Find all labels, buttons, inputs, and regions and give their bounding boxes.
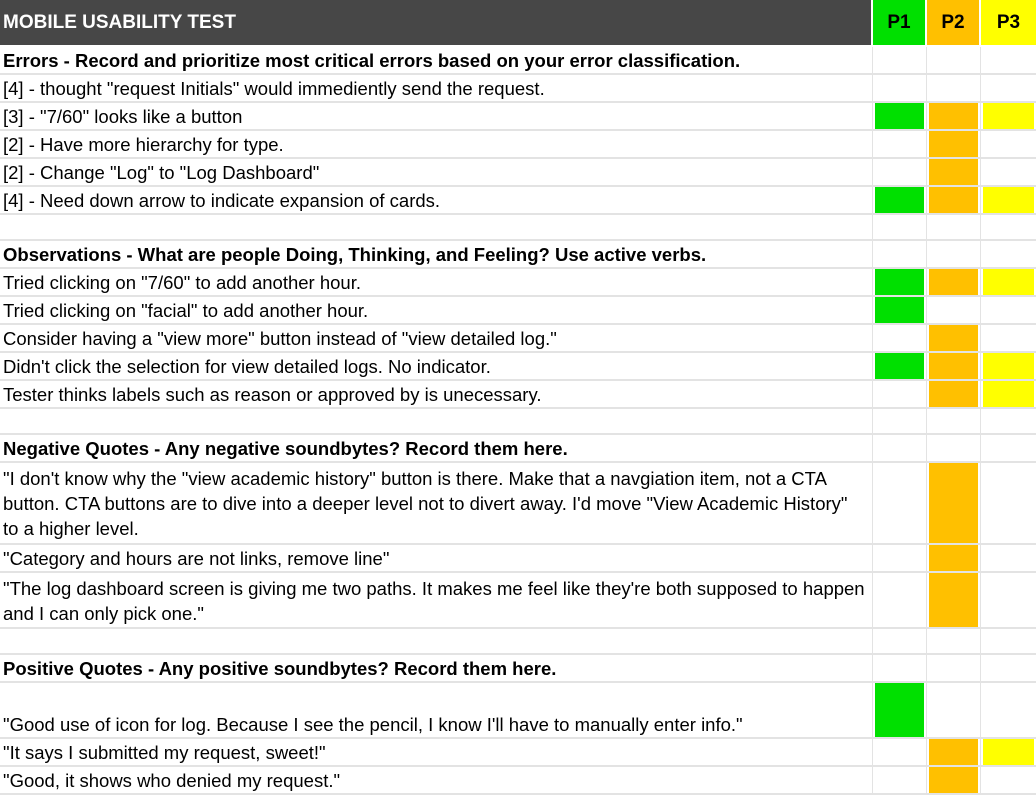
p2-cell[interactable] bbox=[926, 434, 980, 462]
section-heading[interactable]: Errors - Record and prioritize most critical errors based on your error classification. bbox=[0, 46, 872, 74]
p1-cell[interactable] bbox=[872, 462, 926, 544]
p2-cell[interactable] bbox=[926, 766, 980, 794]
section-row bbox=[0, 46, 1036, 74]
p3-cell[interactable] bbox=[980, 102, 1036, 130]
blank-row bbox=[0, 214, 1036, 240]
table-row bbox=[0, 462, 1036, 544]
p1-green-swatch bbox=[875, 187, 924, 213]
blank-row bbox=[0, 408, 1036, 434]
p1-cell[interactable] bbox=[872, 158, 926, 186]
p1-cell[interactable] bbox=[872, 74, 926, 102]
p2-cell[interactable] bbox=[926, 130, 980, 158]
p1-cell[interactable] bbox=[872, 544, 926, 572]
p3-cell[interactable] bbox=[980, 682, 1036, 738]
p2-cell[interactable] bbox=[926, 462, 980, 544]
row-text-cell[interactable]: Didn't click the selection for view detailed logs. No indicator. bbox=[0, 352, 872, 380]
p1-cell[interactable] bbox=[872, 628, 926, 654]
row-text-cell[interactable]: "Category and hours are not links, remove line" bbox=[0, 544, 872, 572]
p2-cell[interactable] bbox=[926, 46, 980, 74]
p3-cell[interactable] bbox=[980, 74, 1036, 102]
p1-cell[interactable] bbox=[872, 766, 926, 794]
p2-orange-swatch bbox=[929, 545, 978, 571]
table-row bbox=[0, 74, 1036, 102]
p2-cell[interactable] bbox=[926, 324, 980, 352]
p3-yellow-swatch bbox=[983, 187, 1035, 213]
p2-cell[interactable] bbox=[926, 380, 980, 408]
p1-cell[interactable] bbox=[872, 102, 926, 130]
p3-cell[interactable] bbox=[980, 628, 1036, 654]
p3-yellow-swatch bbox=[983, 269, 1035, 295]
p2-orange-swatch bbox=[929, 187, 978, 213]
p3-cell[interactable] bbox=[980, 130, 1036, 158]
p1-cell[interactable] bbox=[872, 324, 926, 352]
row-text-cell[interactable]: "Good, it shows who denied my request." bbox=[0, 766, 872, 794]
p1-cell[interactable] bbox=[872, 434, 926, 462]
p1-cell[interactable] bbox=[872, 130, 926, 158]
p3-cell[interactable] bbox=[980, 158, 1036, 186]
header-p3[interactable]: P3 bbox=[980, 0, 1036, 46]
p2-cell[interactable] bbox=[926, 240, 980, 268]
p2-cell[interactable] bbox=[926, 572, 980, 628]
p1-cell[interactable] bbox=[872, 214, 926, 240]
p3-cell[interactable] bbox=[980, 544, 1036, 572]
table-row bbox=[0, 682, 1036, 738]
p3-cell[interactable] bbox=[980, 296, 1036, 324]
p3-yellow-swatch bbox=[983, 381, 1035, 407]
p1-green-swatch bbox=[875, 297, 924, 323]
p2-orange-swatch bbox=[929, 353, 978, 379]
p2-cell[interactable] bbox=[926, 682, 980, 738]
row-text-cell[interactable]: "It says I submitted my request, sweet!" bbox=[0, 738, 872, 766]
row-text-cell[interactable]: "I don't know why the "view academic history" button is there. Make that a navgiation item, not a CTA button. CTA buttons are to dive into a deeper level not to divert away. I'd move "View Academic History" to a higher level. bbox=[0, 462, 872, 544]
p2-cell[interactable] bbox=[926, 158, 980, 186]
row-text-cell[interactable]: Consider having a "view more" button instead of "view detailed log." bbox=[0, 324, 872, 352]
p2-cell[interactable] bbox=[926, 544, 980, 572]
p2-cell[interactable] bbox=[926, 408, 980, 434]
p2-cell[interactable] bbox=[926, 268, 980, 296]
p2-cell[interactable] bbox=[926, 628, 980, 654]
p3-cell[interactable] bbox=[980, 572, 1036, 628]
row-text-cell[interactable]: [3] - "7/60" looks like a button bbox=[0, 102, 872, 130]
p2-orange-swatch bbox=[929, 767, 978, 793]
p2-cell[interactable] bbox=[926, 654, 980, 682]
section-heading[interactable]: Negative Quotes - Any negative soundbytes? Record them here. bbox=[0, 434, 872, 462]
table-row bbox=[0, 186, 1036, 214]
p2-cell[interactable] bbox=[926, 186, 980, 214]
p3-cell[interactable] bbox=[980, 408, 1036, 434]
p3-cell[interactable] bbox=[980, 324, 1036, 352]
p3-cell[interactable] bbox=[980, 434, 1036, 462]
header-p2[interactable]: P2 bbox=[926, 0, 980, 46]
p2-cell[interactable] bbox=[926, 296, 980, 324]
p2-orange-swatch bbox=[929, 131, 978, 157]
p3-cell[interactable] bbox=[980, 46, 1036, 74]
row-text-cell[interactable]: Tester thinks labels such as reason or approved by is unecessary. bbox=[0, 380, 872, 408]
p2-cell[interactable] bbox=[926, 352, 980, 380]
p2-cell[interactable] bbox=[926, 214, 980, 240]
p1-cell[interactable] bbox=[872, 46, 926, 74]
sheet-title[interactable]: MOBILE USABILITY TEST bbox=[0, 0, 872, 46]
p2-cell[interactable] bbox=[926, 102, 980, 130]
p3-cell[interactable] bbox=[980, 462, 1036, 544]
p2-orange-swatch bbox=[929, 103, 978, 129]
header-p1[interactable]: P1 bbox=[872, 0, 926, 46]
row-text-cell[interactable]: [2] - Change "Log" to "Log Dashboard" bbox=[0, 158, 872, 186]
p1-green-swatch bbox=[875, 269, 924, 295]
section-row bbox=[0, 240, 1036, 268]
p3-cell[interactable] bbox=[980, 186, 1036, 214]
p3-cell[interactable] bbox=[980, 214, 1036, 240]
p3-cell[interactable] bbox=[980, 352, 1036, 380]
table-row bbox=[0, 766, 1036, 794]
p2-orange-swatch bbox=[929, 381, 978, 407]
p3-cell[interactable] bbox=[980, 654, 1036, 682]
p1-cell[interactable] bbox=[872, 572, 926, 628]
p2-orange-swatch bbox=[929, 325, 978, 351]
row-text-cell[interactable]: [4] - thought "request Initials" would immediently send the request. bbox=[0, 74, 872, 102]
p1-cell[interactable] bbox=[872, 240, 926, 268]
p3-cell[interactable] bbox=[980, 268, 1036, 296]
p1-green-swatch bbox=[875, 683, 924, 737]
p1-cell[interactable] bbox=[872, 380, 926, 408]
table-row bbox=[0, 544, 1036, 572]
table-row bbox=[0, 158, 1036, 186]
p1-cell[interactable] bbox=[872, 352, 926, 380]
p3-yellow-swatch bbox=[983, 353, 1035, 379]
section-heading[interactable]: Positive Quotes - Any positive soundbytes? Record them here. bbox=[0, 654, 872, 682]
p2-orange-swatch bbox=[929, 463, 978, 543]
p2-orange-swatch bbox=[929, 573, 978, 627]
table-row bbox=[0, 352, 1036, 380]
table-row bbox=[0, 296, 1036, 324]
table-row bbox=[0, 102, 1036, 130]
row-text-cell[interactable]: Tried clicking on "facial" to add another hour. bbox=[0, 296, 872, 324]
p3-cell[interactable] bbox=[980, 240, 1036, 268]
p3-cell[interactable] bbox=[980, 766, 1036, 794]
section-row bbox=[0, 654, 1036, 682]
row-text-cell[interactable] bbox=[0, 214, 872, 240]
header-row bbox=[0, 0, 1036, 46]
row-text-cell[interactable]: "Good use of icon for log. Because I see the pencil, I know I'll have to manually enter info." bbox=[0, 682, 872, 738]
p3-yellow-swatch bbox=[983, 739, 1035, 765]
p1-cell[interactable] bbox=[872, 186, 926, 214]
p1-cell[interactable] bbox=[872, 654, 926, 682]
p2-cell[interactable] bbox=[926, 738, 980, 766]
row-text-cell[interactable]: [2] - Have more hierarchy for type. bbox=[0, 130, 872, 158]
p3-cell[interactable] bbox=[980, 380, 1036, 408]
table-row bbox=[0, 572, 1036, 628]
blank-row bbox=[0, 628, 1036, 654]
p1-green-swatch bbox=[875, 353, 924, 379]
row-text-cell[interactable]: Tried clicking on "7/60" to add another hour. bbox=[0, 268, 872, 296]
p1-cell[interactable] bbox=[872, 682, 926, 738]
row-text-cell[interactable] bbox=[0, 408, 872, 434]
table-row bbox=[0, 130, 1036, 158]
section-row bbox=[0, 434, 1036, 462]
p2-orange-swatch bbox=[929, 159, 978, 185]
p2-orange-swatch bbox=[929, 739, 978, 765]
p2-orange-swatch bbox=[929, 269, 978, 295]
p1-cell[interactable] bbox=[872, 738, 926, 766]
row-text-cell[interactable]: [4] - Need down arrow to indicate expansion of cards. bbox=[0, 186, 872, 214]
p1-cell[interactable] bbox=[872, 268, 926, 296]
table-row bbox=[0, 268, 1036, 296]
row-text-cell[interactable] bbox=[0, 628, 872, 654]
p1-cell[interactable] bbox=[872, 408, 926, 434]
section-heading[interactable]: Observations - What are people Doing, Thinking, and Feeling? Use active verbs. bbox=[0, 240, 872, 268]
row-text-cell[interactable]: "The log dashboard screen is giving me two paths. It makes me feel like they're both supposed to happen and I can only pick one." bbox=[0, 572, 872, 628]
p1-green-swatch bbox=[875, 103, 924, 129]
table-row bbox=[0, 324, 1036, 352]
table-row bbox=[0, 380, 1036, 408]
p3-yellow-swatch bbox=[983, 103, 1035, 129]
table-row bbox=[0, 738, 1036, 766]
p1-cell[interactable] bbox=[872, 296, 926, 324]
p2-cell[interactable] bbox=[926, 74, 980, 102]
p3-cell[interactable] bbox=[980, 738, 1036, 766]
